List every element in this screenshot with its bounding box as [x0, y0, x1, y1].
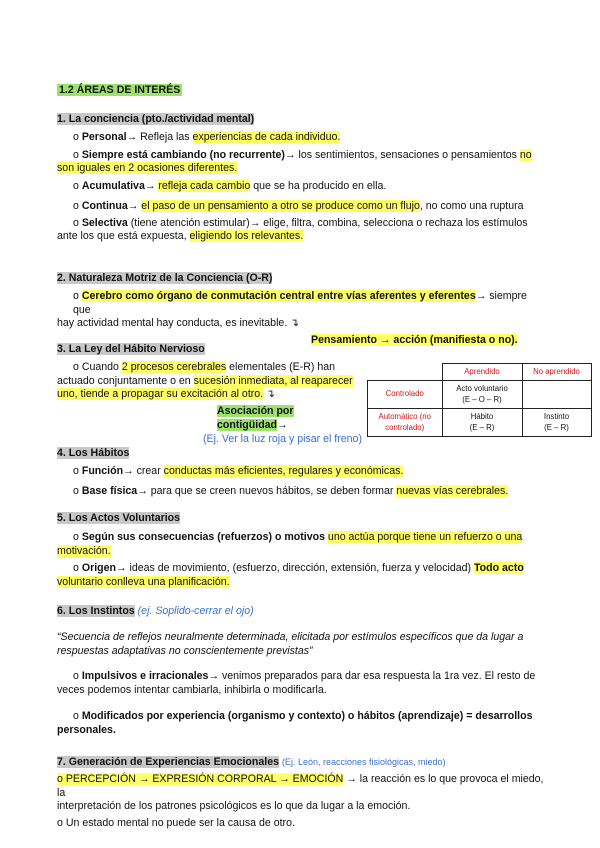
s7-example: (Ej. León, reacciones fisiológicas, miedo) [281, 757, 446, 767]
section-title [57, 84, 547, 98]
s2-item: o Cerebro como órgano de conmutación central entre vías aferentes y eferentes→ siempre que [57, 290, 547, 318]
section-6: 6. Los Instintos (ej. Soplido-cerrar el ojo) “Secuencia de reflejos neuralmente determinada, elicitada por estímulos específicos que da lugar a respuestas adaptativas no conscientemente previstas” o Impulsivos e irracionales→ venimos preparados para dar esa respuesta la 1ra vez. El resto de veces podemos intentar cambiarla, inhibirla o modificarla. o Modificados por experiencia (organismo y contexto) o hábitos (aprendizaje) = desarrollos personales. [57, 605, 547, 737]
s6-heading: 6. Los Instintos [57, 605, 135, 617]
table-row-automatico: Automático (no controlado) [368, 409, 443, 437]
section-1 [57, 113, 547, 244]
s7-heading: 7. Generación de Experiencias Emocionales [57, 756, 279, 768]
s6-quote-1: “Secuencia de reflejos neuralmente determinada, elicitada por estímulos específicos que da lugar a [57, 630, 524, 643]
s1-item-siempre-cont: son iguales en 2 ocasiones diferentes. [57, 162, 238, 175]
title: 1.2 ÁREAS DE INTERÉS [59, 84, 181, 96]
s4-item-funcion: o Función→ crear conductas más eficientes, regulares y económicas. [57, 465, 547, 479]
section-5: 5. Los Actos Voluntarios o Según sus consecuencias (refuerzos) o motivos uno actúa porque tiene un refuerzo o una motivación. o Origen→ ideas de movimiento, (esfuerzo, dirección, extensión, fuerza y velocidad) Todo acto voluntario conlleva una planificación. [57, 512, 547, 590]
section-4 [57, 447, 547, 498]
s7-item-percepcion: o PERCEPCIÓN → EXPRESIÓN CORPORAL → EMOCIÓN → la reacción es lo que provoca el miedo, la [57, 772, 544, 799]
s5-heading: 5. Los Actos Voluntarios [57, 512, 181, 524]
s6-example: (ej. Soplido-cerrar el ojo) [137, 605, 254, 617]
s2-pensamiento: Pensamiento → acción (manifiesta o no). [311, 334, 518, 347]
s3-example: (Ej. Ver la luz roja y pisar el freno) [203, 432, 362, 445]
s5-item-consecuencias: o Según sus consecuencias (refuerzos) o motivos uno actúa porque tiene un refuerzo o una [57, 531, 547, 545]
s4-heading: 4. Los Hábitos [57, 447, 130, 459]
s7-item-last: o Un estado mental no puede ser la causa de otro. [57, 817, 295, 830]
s1-item-selectiva-cont: ante los que está expuesta, eligiendo los relevantes. [57, 230, 304, 243]
s1-item-continua: o Continua→ el paso de un pensamiento a otro se produce como un flujo, no como una ruptura [57, 200, 547, 214]
s2-item-cont: hay actividad mental hay conducta, es inevitable. ↴ [57, 317, 300, 330]
s3-asociacion: Asociación por contigüidad→ [217, 405, 294, 431]
s1-heading: 1. La conciencia (pto./actividad mental) [57, 113, 255, 125]
s6-quote-2: respuestas adaptativas no conscientemente previstas” [57, 644, 313, 657]
table-header-no-aprendido: No aprendido [522, 364, 591, 381]
section-2 [57, 272, 547, 348]
s1-item-personal: o Personal→ Refleja las experiencias de cada individuo. [57, 131, 547, 145]
s6-item-impulsivos: o Impulsivos e irracionales→ venimos preparados para dar esa respuesta la 1ra vez. El resto de [57, 670, 547, 684]
table-row-controlado: Controlado [368, 381, 443, 409]
s5-item-origen: o Origen→ ideas de movimiento, (esfuerzo, dirección, extensión, fuerza y velocidad) Todo acto [57, 562, 547, 576]
s1-item-siempre: o Siempre está cambiando (no recurrente)→ los sentimientos, sensaciones o pensamientos no [57, 149, 547, 163]
s3-heading: 3. La Ley del Hábito Nervioso [57, 343, 205, 355]
table-header-aprendido: Aprendido [442, 364, 522, 381]
section-7: 7. Generación de Experiencias Emocionales (Ej. León, reacciones fisiológicas, miedo) o PERCEPCIÓN → EXPRESIÓN CORPORAL → EMOCIÓN → la reacción es lo que provoca el miedo, la interpretación de los patrones psicológicos es lo que da lugar a la emoción. o Un estado mental no puede ser la causa de otro. [57, 756, 547, 831]
s2-heading: 2. Naturaleza Motriz de la Conciencia (O-R) [57, 272, 273, 284]
s4-item-base: o Base física→ para que se creen nuevos hábitos, se deben formar nuevas vías cerebrales. [57, 485, 547, 499]
s1-item-selectiva: o Selectiva (tiene atención estimular)→ elige, filtra, combina, selecciona o rechaza los estímulos [57, 217, 547, 231]
learning-table: Aprendido No aprendido Controlado Acto voluntario (E – O – R) Automático (no controlado) Hábito (E – R) Instinto (E – R) [367, 363, 592, 437]
s6-item-modificados: o Modificados por experiencia (organismo y contexto) o hábitos (aprendizaje) = desarrollos [57, 710, 547, 724]
s3-item: o Cuando 2 procesos cerebrales elementales (E-R) han [57, 361, 367, 375]
s1-item-acumulativa: o Acumulativa→ refleja cada cambio que se ha producido en ella. [57, 180, 547, 194]
section-3: 3. La Ley del Hábito Nervioso o Cuando 2 procesos cerebrales elementales (E-R) han actuado conjuntamente o en sucesión inmediata, al reaparecer uno, tiende a propagar su excitación al otro. ↴ Asociación por contigüidad→ (Ej. Ver la luz roja y pisar el freno) [57, 343, 367, 446]
